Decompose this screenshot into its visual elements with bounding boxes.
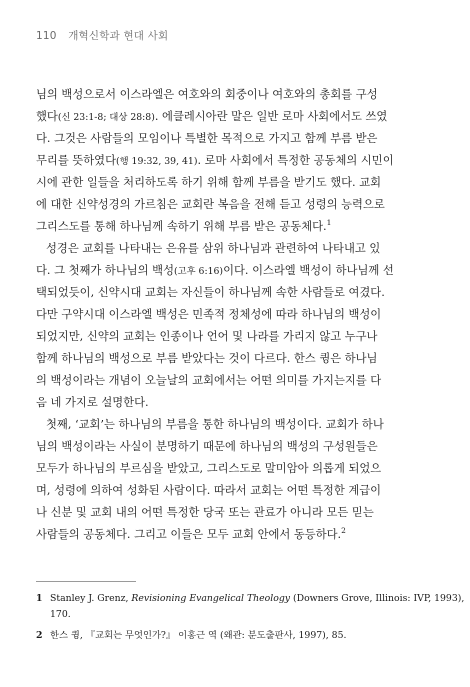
text-run: 되었지만, 신약의 교회는 인종이나 언어 및 나라를 가리지 않고 누구나 xyxy=(36,330,378,343)
text-line xyxy=(36,150,434,172)
text-run: 다. 그 첫째가 하나님의 백성 xyxy=(36,264,174,277)
body-text xyxy=(36,84,434,546)
running-header xyxy=(36,28,434,48)
footnotes xyxy=(36,591,465,644)
footnote-page: 170. xyxy=(50,609,71,620)
text-line xyxy=(36,106,434,128)
text-line xyxy=(36,216,434,238)
text-line xyxy=(36,260,434,282)
text-run: 에 대한 신약성경의 가르침은 교회란 복음을 전해 듣고 성령의 능력으로 xyxy=(36,198,385,211)
text-run: . 로마 사회에서 특정한 공동체의 시민이 xyxy=(197,154,394,167)
footnote-divider xyxy=(36,581,136,582)
text-run: 님의 백성으로서 이스라엘은 여호와의 회중이나 여호와의 총회를 구성 xyxy=(36,88,378,101)
text-line xyxy=(36,348,434,370)
text-run: . 에클레시아란 말은 일반 로마 사회에서도 쓰였 xyxy=(154,110,388,123)
text-run: 다만 구약시대 이스라엘 백성은 민족적 정체성에 따라 하나님의 백성이 xyxy=(36,308,382,321)
text-run: 무리를 뜻하였다 xyxy=(36,154,116,167)
text-line xyxy=(36,282,434,304)
text-line xyxy=(36,524,434,546)
text-line xyxy=(36,370,434,392)
footnote-marker[interactable]: 2 xyxy=(341,526,346,536)
footnote-number: 2 xyxy=(36,630,43,641)
text-line xyxy=(36,502,434,524)
text-run: 그리스도를 통해 하나님께 속하기 위해 부름 받은 공동체다. xyxy=(36,220,327,233)
scripture-reference: (행 19:32, 39, 41) xyxy=(115,156,198,167)
footnote-text: 한스 큉, 『교회는 무엇인가?』 이홍근 역 (왜관: 분도출판사, 1997), 85. xyxy=(50,630,347,641)
footnote-publication: (Downers Grove, Illinois: IVP, 1993), xyxy=(290,593,465,604)
text-line xyxy=(36,326,434,348)
text-run: 님의 백성이라는 사실이 분명하기 때문에 하나님의 백성의 구성원들은 xyxy=(36,440,378,453)
text-line xyxy=(36,414,434,436)
footnote-number: 1 xyxy=(36,593,43,604)
text-run: 성경은 교회를 나타내는 은유를 삼위 하나님과 관련하여 나타내고 있 xyxy=(46,242,381,255)
text-line xyxy=(36,84,434,106)
text-line xyxy=(36,194,434,216)
text-run: 모두가 하나님의 부르심을 받았고, 그리스도로 말미암아 의롭게 되었으 xyxy=(36,462,382,475)
running-title: 개혁신학과 현대 사회 xyxy=(68,30,169,42)
scripture-reference: (신 23:1-8; 대상 28:8) xyxy=(57,112,155,123)
footnote-author: Stanley J. Grenz, xyxy=(50,593,132,604)
text-run: 의 백성이라는 개념이 오늘날의 교회에서는 어떤 의미를 가지는지를 다 xyxy=(36,374,382,387)
text-run: 첫째, ‘교회’는 하나님의 부름을 통한 하나님의 백성이다. 교회가 하나 xyxy=(46,418,384,431)
text-line xyxy=(36,172,434,194)
text-run: 음 네 가지로 설명한다. xyxy=(36,396,149,409)
text-line xyxy=(36,392,434,414)
text-line xyxy=(36,480,434,502)
text-line xyxy=(36,458,434,480)
text-run: 시에 관한 일들을 처리하도록 하기 위해 함께 부름을 받기도 했다. 교회 xyxy=(36,176,382,189)
text-run: 택되었듯이, 신약시대 교회는 자신들이 하나님께 속한 사람들로 여겼다. xyxy=(36,286,385,299)
footnote-1 xyxy=(36,591,465,623)
footnote-book-title: Revisioning Evangelical Theology xyxy=(131,593,291,604)
text-line xyxy=(36,436,434,458)
text-run: 사람들의 공동체다. 그리고 이들은 모두 교회 안에서 동등하다. xyxy=(36,528,342,541)
page-number: 110 xyxy=(36,30,57,42)
text-run: 나 신분 및 교회 내의 어떤 특정한 당국 또는 관료가 아니라 모든 믿는 xyxy=(36,506,374,519)
footnote-2 xyxy=(36,628,434,644)
text-run: 며, 성령에 의하여 성화된 사람이다. 따라서 교회는 어떤 특정한 계급이 xyxy=(36,484,382,497)
text-line xyxy=(36,128,434,150)
text-run: 다. 그것은 사람들의 모임이나 특별한 목적으로 가지고 함께 부름 받은 xyxy=(36,132,378,145)
footnote-text xyxy=(50,591,465,607)
footnote-marker[interactable]: 1 xyxy=(326,218,332,228)
text-line xyxy=(36,238,434,260)
text-run: 했다 xyxy=(36,110,58,123)
text-run: 이다. 이스라엘 백성이 하나님께 선 xyxy=(223,264,394,277)
text-run: 함께 하나님의 백성으로 부름 받았다는 것이 다르다. 한스 큉은 하나님 xyxy=(36,352,378,365)
scripture-reference: (고후 6:16) xyxy=(174,266,224,277)
text-line xyxy=(36,304,434,326)
